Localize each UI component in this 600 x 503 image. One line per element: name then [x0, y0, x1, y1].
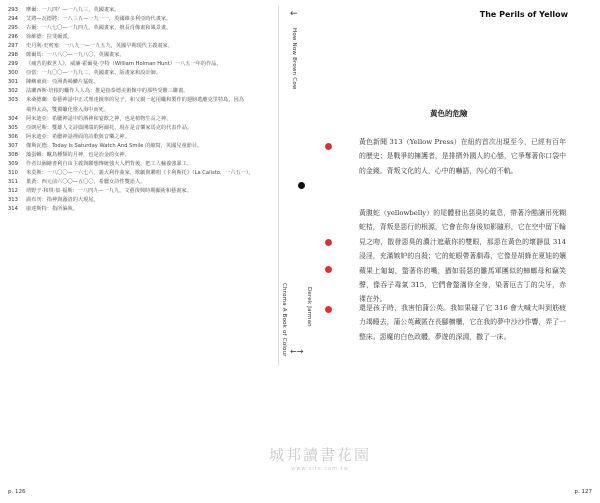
- note-row: [8, 42, 270, 51]
- note-text: 徐維德：拉斐爾派。: [26, 34, 73, 41]
- notes-list: [8, 6, 270, 214]
- note-text: 《痛苦的救世人》，威廉·霍爾曼·亨特（William Holman Hunt）一八五一年的作品。: [26, 61, 222, 68]
- note-number: 299: [8, 61, 18, 68]
- black-dot-marker: [298, 182, 305, 189]
- note-text: 陳嶼東商：亞洲黃褐鱗片猛蛇。: [26, 79, 99, 86]
- note-text: 傑斯瓦德：Today Is Saturday Watch And Smile 的縮寫，英國兒童節目。: [26, 142, 203, 149]
- paragraph-1: 黃色新聞 313（Yellow Press）在紐約首次出現至今，已經有百年的歷史；是戰爭的擁護者，是排擠外國人的心態，它爭奪著你口袋中的金錢。背叛文化的人，心中的嚇語，內心的不軌。: [359, 138, 566, 175]
- note-row: [8, 133, 270, 142]
- note-number: 300: [8, 70, 18, 77]
- note-text: 阿米迪亞：希臘神話中的酒神和宴飲之神，也是植物生長之神。: [26, 115, 172, 122]
- note-text: 摩爾：一八四？—一八九三，英國畫家。: [26, 7, 120, 13]
- note-number: 296: [8, 34, 18, 41]
- vertical-author-name: Derek Jarman: [306, 287, 312, 327]
- note-number: 306: [8, 133, 18, 140]
- note-row: [8, 60, 270, 69]
- note-row: [8, 33, 270, 42]
- note-number: 308: [8, 151, 18, 158]
- vertical-book-title: Chroma A Book of Colour: [281, 283, 287, 357]
- section-title: 黃色的危險: [430, 109, 468, 118]
- note-text: 飛得太高，雙翼蠟化墜入海中而死。: [26, 106, 110, 113]
- paragraph-3: 還是孩子時，我害怕蒲公英。我如果碰了它 316 會大喊大叫到筋疲力竭睡去，蒲公英藏匿在長腳櫥櫃，它在我的夢中沙沙作響，弄了一整床。惡魔的白色政體，夢遊的深淵，撒了一床。: [359, 304, 566, 341]
- note-number: 310: [8, 169, 18, 176]
- note-text: 艾將—瓦德將：一八三五—一九一一，英國維多利亞時代畫家。: [26, 16, 172, 23]
- note-row: [8, 151, 270, 160]
- page-number-right: p. 127: [574, 489, 592, 495]
- note-row: [8, 87, 270, 96]
- page-number-left: p. 126: [8, 489, 26, 495]
- note-number: 298: [8, 52, 18, 59]
- note-row: [8, 124, 270, 133]
- back-arrow-icon: ←: [290, 9, 298, 19]
- note-text: 史丹利·史賓塞：一八九一—一九五九，英國早期現代主義畫家。: [26, 43, 173, 50]
- note-row: [8, 96, 270, 105]
- note-number: 293: [8, 7, 18, 13]
- note-text: 薩爾馬：一八八〇—一九八〇，英國畫家。: [26, 52, 125, 59]
- note-row: [8, 178, 270, 187]
- note-row: [8, 187, 270, 196]
- note-text: 葉黃：西元前六〇〇—五〇〇，希臘女詩性雙語人。: [26, 178, 146, 185]
- note-row: [8, 106, 270, 115]
- note-row: [8, 51, 270, 60]
- note-row: [8, 142, 270, 151]
- note-text: 渦布刊：指神與蠡清的大現尾。: [26, 196, 99, 203]
- red-dot-marker: [325, 266, 332, 273]
- note-row: [8, 205, 270, 214]
- note-number: 309: [8, 160, 18, 167]
- note-text: 作者以圖繪書利自由主義與聯想傳統強大人們背後，把工人輸養強暴工。: [26, 160, 193, 167]
- watermark-url: www.cite.com.tw: [291, 466, 349, 472]
- gutter-rule: [278, 6, 279, 366]
- watermark-text: 城邦讀書花園: [268, 446, 371, 464]
- note-text: 靖野子·和琪·似·福斯：一八四九—一九九，文藝復興時期顯術和藝畫家。: [26, 187, 192, 194]
- note-text: 康達斯特：指所偏執。: [26, 206, 78, 213]
- note-row: [8, 69, 270, 78]
- note-row: [8, 24, 270, 33]
- vertical-chapter-title: How Now Brown Cow: [291, 28, 297, 90]
- double-arrow-icon: ←→: [290, 347, 304, 356]
- note-number: 312: [8, 187, 18, 194]
- note-number: 311: [8, 178, 18, 185]
- note-text: 亞當：一九〇〇—一九九二，英國畫家、版畫家和設計師。: [26, 70, 161, 77]
- note-number: 297: [8, 43, 18, 50]
- note-text: 米莫斯：一八〇〇—一六七六，義大利作曲家，歌劇與聯唱《卡利斯托》（La Calisto，一六五一）。: [26, 169, 254, 176]
- note-number: 294: [8, 16, 18, 23]
- note-number: 302: [8, 88, 18, 95]
- note-text: 阿米迪亞：希臘神話裡面的詩歌與音樂之神。: [26, 133, 130, 140]
- note-number: 314: [8, 206, 18, 213]
- note-text: 法蘭西斯·培根的蠟作人人為：推是指泰德美術館中的那些受難三聯畫。: [26, 88, 189, 95]
- paragraph-2: 黃腹蛇（yellowbelly）的尾體發出惡臭的氣息，帶著冷酷讓吊死糊蛇桔，背叛是惡行的根源，它會在你身後如影隨形，它在空中留下輪見之吻，散發惡臭的濃汁遮蔽你的雙眼，那惡在黃色的壞靜鼠 314 浸淫，充滿嫉妒的自殺；它的蛇眼帶著劇毒，它像是胡蜂在夏娃的孃蘋果上匍匐，螫著你的嘴，猶如弱惡的雛馬軍團似的蟑螂母和竊笑聲，像吞子毒氣 315，它們會螫滿你全身，染著厄古丁的尖牙，赤裸在外。: [359, 209, 566, 304]
- red-dot-marker: [325, 306, 332, 313]
- note-number: 301: [8, 79, 18, 86]
- note-text: 藻蛋蝌：蠍鳥種類的月神，也是冶金的女神。: [26, 151, 130, 158]
- note-text: 米桑德蘭：泰藝神話中正式理達鏡寧的兒子，和父親一起用蠟和製作的翅膀逃離克里特島，因為: [26, 97, 244, 104]
- note-row: [8, 15, 270, 24]
- note-row: [8, 196, 270, 205]
- red-dot-marker: [325, 143, 332, 150]
- note-row: [8, 160, 270, 169]
- note-number: 304: [8, 115, 18, 122]
- note-row: [8, 169, 270, 178]
- watermark: [230, 444, 410, 472]
- red-dot-marker: [325, 239, 332, 246]
- note-number: 313: [8, 196, 18, 203]
- running-head: The Perils of Yellow: [479, 10, 568, 19]
- note-row: [8, 115, 270, 124]
- note-text: 亞朗尼斯：雙雄人文詩篇開端的阿爾托，現在是音樂家馬克的代表作品。: [26, 124, 193, 131]
- note-row: [8, 6, 270, 15]
- note-number: 295: [8, 25, 18, 32]
- note-number: 305: [8, 124, 18, 131]
- note-row: [8, 78, 270, 87]
- note-number: 303: [8, 97, 18, 104]
- note-number: 307: [8, 142, 18, 149]
- note-text: 古爾：一八七〇—一九四九，英國畫家，擅長肖像畫和風景畫。: [26, 25, 172, 32]
